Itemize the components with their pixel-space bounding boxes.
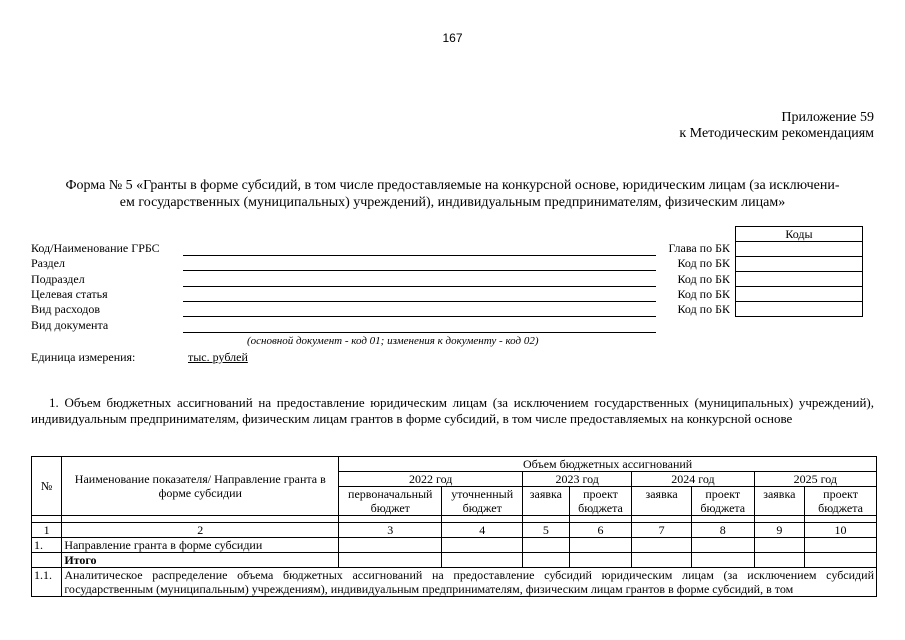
header-year-2023: 2023 год: [523, 472, 632, 487]
gap-cell: [754, 516, 805, 523]
code-label-celevaya: Код по БК: [677, 287, 730, 301]
header-year-2024: 2024 год: [632, 472, 754, 487]
code-cell-razdel[interactable]: [736, 257, 863, 272]
header-proekt-2024: проект бюджета: [691, 487, 754, 516]
col-number: 4: [442, 523, 523, 538]
form-title-line-2: ем государственных (муниципальных) учреждений), индивидуальным предпринимателям, физическим лицам»: [119, 195, 786, 210]
header-year-2025: 2025 год: [754, 472, 876, 487]
gap-cell: [569, 516, 632, 523]
code-cell-podrazdel[interactable]: [736, 272, 863, 287]
table-cell[interactable]: [754, 553, 805, 568]
page-number: 167: [442, 31, 463, 45]
unit-label: Единица измерения:: [31, 350, 136, 364]
header-utochn-2022: уточненный бюджет: [442, 487, 523, 516]
label-podrazdel: Подраздел: [31, 272, 85, 286]
fill-line-razdel[interactable]: [183, 270, 656, 271]
col-number: 2: [62, 523, 339, 538]
table-cell[interactable]: [691, 538, 754, 553]
row-1-1-num: 1.1.: [32, 568, 62, 597]
gap-cell: [691, 516, 754, 523]
header-proekt-2023: проект бюджета: [569, 487, 632, 516]
table-cell[interactable]: [805, 538, 877, 553]
form-title-line-1: Форма № 5 «Гранты в форме субсидий, в том числе предоставляемые на конкурсной основе, юридическим лицам (за исключени-: [65, 178, 840, 193]
table-cell[interactable]: [442, 538, 523, 553]
fill-line-vid-rashodov[interactable]: [183, 316, 656, 317]
table-cell[interactable]: [339, 538, 442, 553]
col-number: 5: [523, 523, 569, 538]
table-cell[interactable]: [632, 538, 692, 553]
col-number: 6: [569, 523, 632, 538]
label-vid-dokumenta: Вид документа: [31, 318, 109, 332]
header-pervonach-2022: первоначальный бюджет: [339, 487, 442, 516]
header-year-2022: 2022 год: [339, 472, 523, 487]
header-name: Наименование показателя/ Направление гранта в форме субсидии: [62, 457, 339, 516]
col-number: 9: [754, 523, 805, 538]
fill-line-podrazdel[interactable]: [183, 286, 656, 287]
code-label-razdel: Код по БК: [677, 256, 730, 270]
table-cell[interactable]: [339, 553, 442, 568]
table-cell[interactable]: [754, 538, 805, 553]
header-proekt-2025: проект бюджета: [805, 487, 877, 516]
row-total-num: [32, 553, 62, 568]
gap-cell: [32, 516, 62, 523]
header-zayavka-2024: заявка: [632, 487, 692, 516]
code-label-vid-rashodov: Код по БК: [677, 302, 730, 316]
gap-cell: [523, 516, 569, 523]
unit-value: тыс. рублей: [188, 350, 248, 364]
table-cell[interactable]: [523, 538, 569, 553]
codes-table: [735, 226, 863, 317]
table-cell[interactable]: [442, 553, 523, 568]
table-cell[interactable]: [691, 553, 754, 568]
header-volume: Объем бюджетных ассигнований: [339, 457, 877, 472]
gap-cell: [805, 516, 877, 523]
gap-cell: [632, 516, 692, 523]
code-cell-celevaya[interactable]: [736, 287, 863, 302]
header-zayavka-2023: заявка: [523, 487, 569, 516]
table-cell[interactable]: [569, 538, 632, 553]
table-cell[interactable]: [632, 553, 692, 568]
col-number: 8: [691, 523, 754, 538]
fill-line-vid-dokumenta[interactable]: [183, 332, 656, 333]
label-grbs: Код/Наименование ГРБС: [31, 241, 160, 255]
row-1-name: Направление гранта в форме субсидии: [62, 538, 339, 553]
code-label-glava: Глава по БК: [668, 241, 730, 255]
fill-line-celevaya-statya[interactable]: [183, 301, 656, 302]
table-cell[interactable]: [523, 553, 569, 568]
header-num: №: [32, 457, 62, 516]
header-zayavka-2025: заявка: [754, 487, 805, 516]
label-celevaya-statya: Целевая статья: [31, 287, 108, 301]
codes-header: Коды: [736, 227, 863, 242]
document-type-note: (основной документ - код 01; изменения к документу - код 02): [247, 335, 539, 347]
row-1-1-text: Аналитическое распределение объема бюджетных ассигнований на предоставление субсидий юридическим лицам (за исключением субсидий государственным (муниципальным) учреждениям), индивидуальным предпринимателям, физическим лицам грантов в форме субсидий, в том: [62, 568, 877, 597]
col-number: 3: [339, 523, 442, 538]
budget-table: [31, 456, 877, 597]
table-cell[interactable]: [805, 553, 877, 568]
fill-line-grbs[interactable]: [183, 255, 656, 256]
row-1-num: 1.: [32, 538, 62, 553]
label-razdel: Раздел: [31, 256, 65, 270]
gap-cell: [442, 516, 523, 523]
table-cell[interactable]: [569, 553, 632, 568]
gap-cell: [339, 516, 442, 523]
col-number: 7: [632, 523, 692, 538]
code-label-podrazdel: Код по БК: [677, 272, 730, 286]
gap-cell: [62, 516, 339, 523]
row-total-name: Итого: [62, 553, 339, 568]
appendix-subtitle: к Методическим рекомендациям: [679, 126, 874, 141]
section-1-text: 1. Объем бюджетных ассигнований на предоставление юридическим лицам (за исключением государственных (муниципальных) учреждений), индивидуальным предпринимателям, физическим лицам грантов в форме субсидий, в том числе предоставляемых на конкурсной основе: [31, 395, 874, 426]
label-vid-rashodov: Вид расходов: [31, 302, 100, 316]
code-cell-glava[interactable]: [736, 242, 863, 257]
col-number: 1: [32, 523, 62, 538]
col-number: 10: [805, 523, 877, 538]
code-cell-vid-rashodov[interactable]: [736, 302, 863, 317]
appendix-title: Приложение 59: [781, 110, 874, 125]
